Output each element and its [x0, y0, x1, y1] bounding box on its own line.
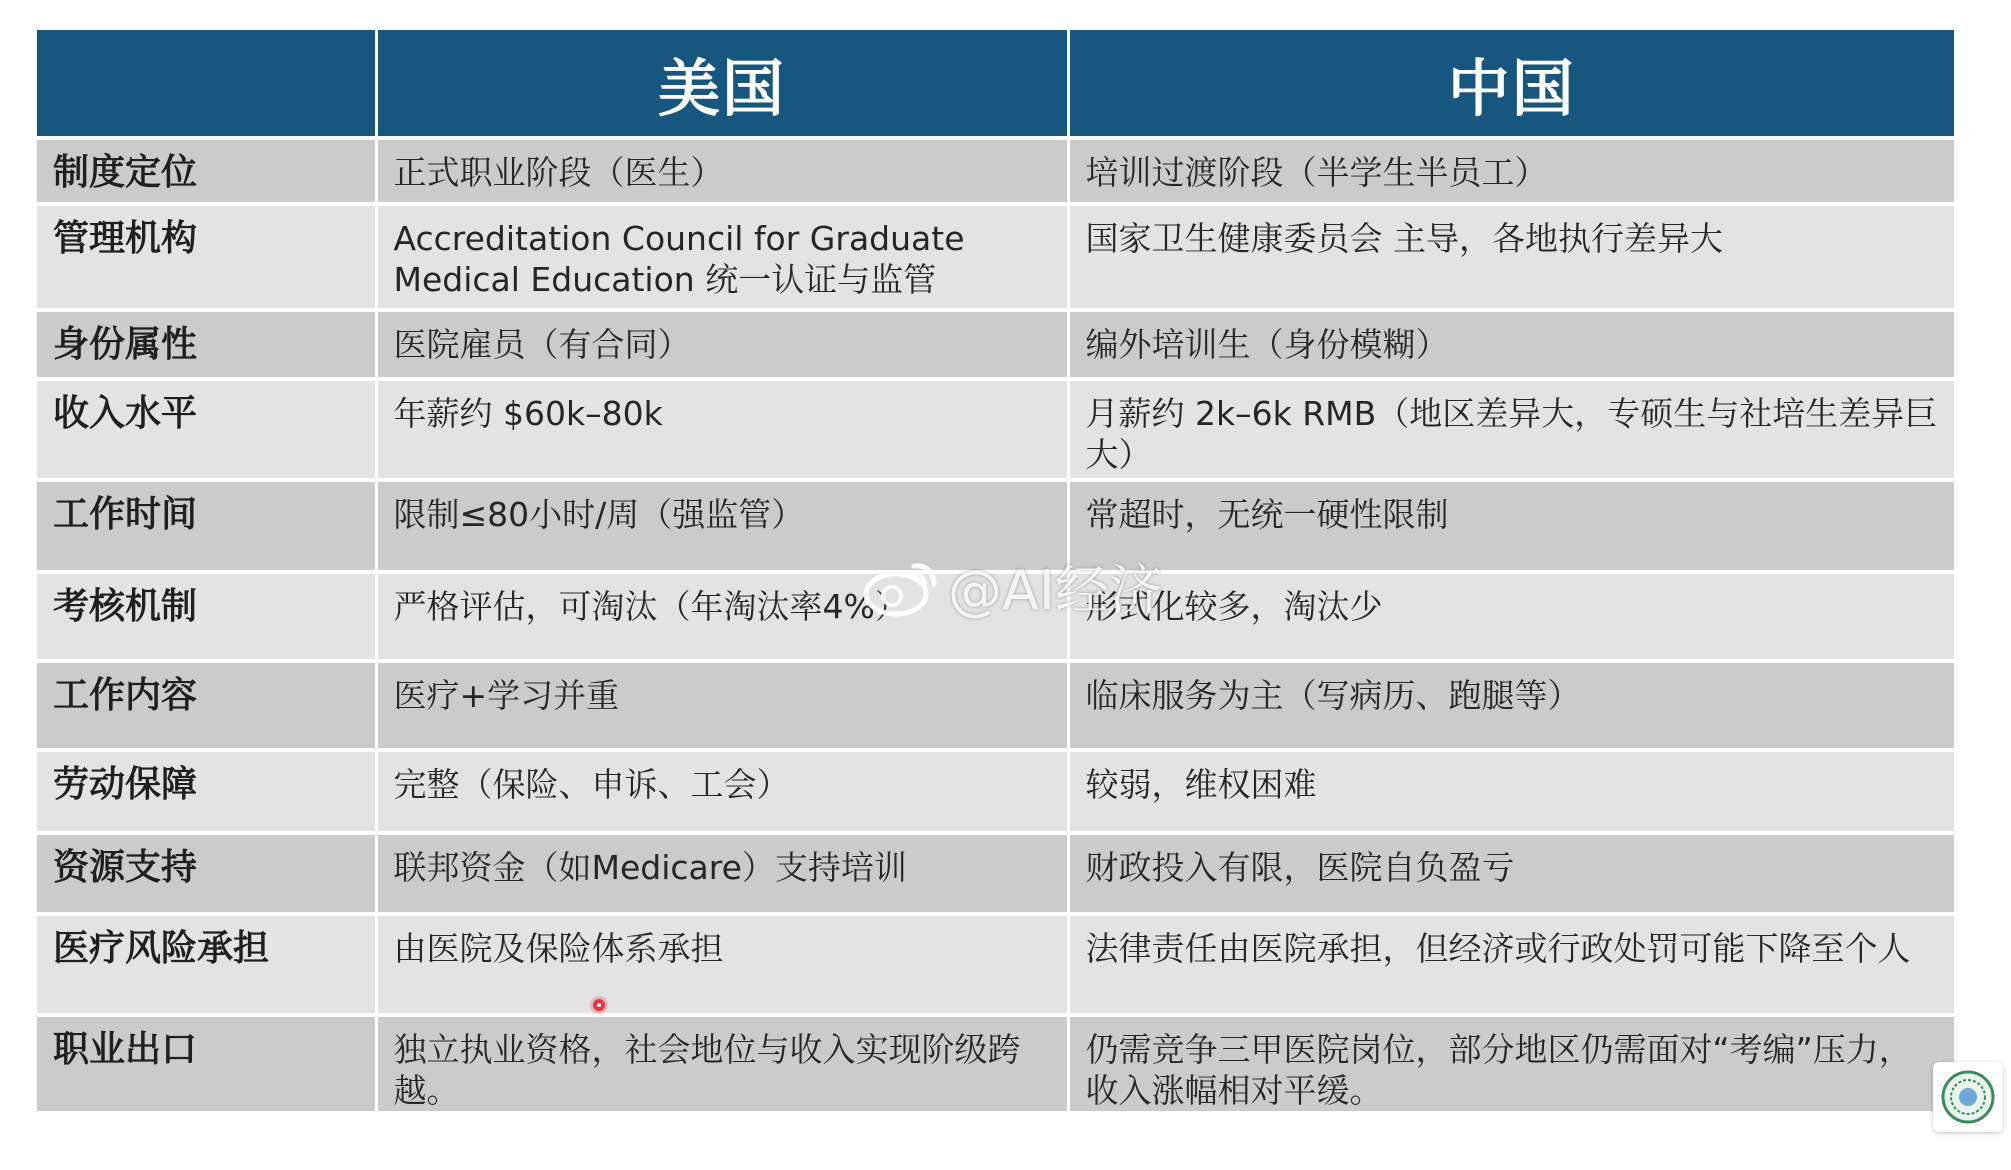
usa-cell: 严格评估，可淘汰（年淘汰率4%）: [376, 572, 1068, 661]
usa-cell: 正式职业阶段（医生）: [376, 138, 1068, 204]
china-cell: 常超时，无统一硬性限制: [1068, 480, 1954, 572]
comparison-table: [37, 30, 1954, 1111]
usa-cell: 限制≤80小时/周（强监管）: [376, 480, 1068, 572]
header-china: 中国: [1068, 30, 1954, 138]
usa-cell: 完整（保险、申诉、工会）: [376, 750, 1068, 833]
row-label: 管理机构: [37, 204, 376, 310]
usa-cell: 联邦资金（如Medicare）支持培训: [376, 833, 1068, 914]
usa-cell: 年薪约 $60k–80k: [376, 379, 1068, 480]
comparison-table-container: [37, 30, 1954, 1111]
row-label: 工作时间: [37, 480, 376, 572]
usa-cell: 医院雇员（有合同）: [376, 310, 1068, 379]
row-label: 职业出口: [37, 1015, 376, 1111]
row-label: 资源支持: [37, 833, 376, 914]
table-row: [37, 572, 1954, 661]
usa-cell: 医疗+学习并重: [376, 661, 1068, 750]
row-label: 工作内容: [37, 661, 376, 750]
china-cell: 临床服务为主（写病历、跑腿等）: [1068, 661, 1954, 750]
china-cell: 编外培训生（身份模糊）: [1068, 310, 1954, 379]
row-label: 收入水平: [37, 379, 376, 480]
table-row: [37, 204, 1954, 310]
china-cell: 月薪约 2k–6k RMB（地区差异大，专硕生与社培生差异巨大）: [1068, 379, 1954, 480]
usa-cell: 独立执业资格，社会地位与收入实现阶级跨越。: [376, 1015, 1068, 1111]
table-header-row: [37, 30, 1954, 138]
row-label: 身份属性: [37, 310, 376, 379]
seal-logo-icon: [1933, 1062, 2003, 1132]
header-empty: [37, 30, 376, 138]
table-row: [37, 138, 1954, 204]
usa-cell: 由医院及保险体系承担: [376, 914, 1068, 1015]
china-cell: 财政投入有限，医院自负盈亏: [1068, 833, 1954, 914]
china-cell: 较弱，维权困难: [1068, 750, 1954, 833]
table-row: [37, 750, 1954, 833]
row-label: 考核机制: [37, 572, 376, 661]
watermark-text: @AI经济: [948, 559, 1163, 622]
china-cell: 法律责任由医院承担，但经济或行政处罚可能下降至个人: [1068, 914, 1954, 1015]
china-cell: 仍需竞争三甲医院岗位，部分地区仍需面对“考编”压力，收入涨幅相对平缓。: [1068, 1015, 1954, 1111]
table-row: [37, 661, 1954, 750]
table-row: [37, 379, 1954, 480]
table-row: [37, 833, 1954, 914]
table-row: [37, 310, 1954, 379]
china-cell: 国家卫生健康委员会 主导，各地执行差异大: [1068, 204, 1954, 310]
cursor-indicator: [593, 999, 605, 1011]
table-row: [37, 1015, 1954, 1111]
row-label: 医疗风险承担: [37, 914, 376, 1015]
row-label: 制度定位: [37, 138, 376, 204]
china-cell: 培训过渡阶段（半学生半员工）: [1068, 138, 1954, 204]
header-usa: 美国: [376, 30, 1068, 138]
usa-cell: Accreditation Council for Graduate Medical Education 统一认证与监管: [376, 204, 1068, 310]
table-row: [37, 480, 1954, 572]
table-row: [37, 914, 1954, 1015]
china-cell: 形式化较多，淘汰少: [1068, 572, 1954, 661]
row-label: 劳动保障: [37, 750, 376, 833]
